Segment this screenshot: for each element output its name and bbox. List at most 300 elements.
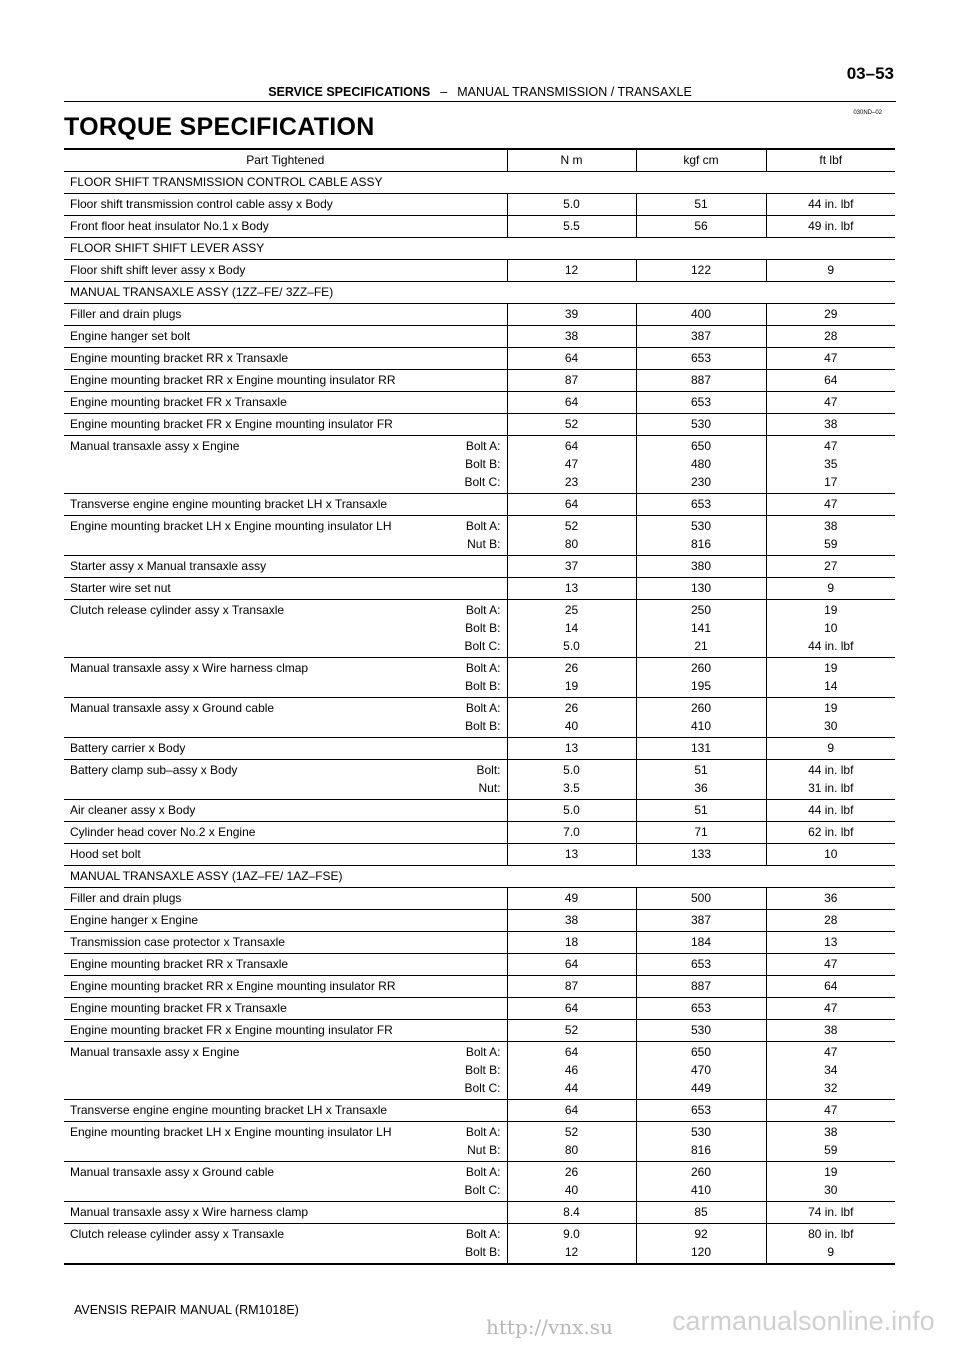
part-name: Manual transaxle assy x Wire harness clmap	[70, 661, 309, 675]
nm-value-cell	[507, 436, 636, 494]
ftlbf-value: 47	[824, 351, 838, 365]
header-subject: MANUAL TRANSMISSION / TRANSAXLE	[457, 85, 692, 99]
ftlbf-value: 34	[824, 1063, 838, 1077]
ftlbf-value-cell	[766, 1162, 895, 1202]
col-header-part: Part Tightened	[64, 149, 507, 172]
footer-manual-name: AVENSIS REPAIR MANUAL (RM1018E)	[74, 1303, 299, 1317]
part-cell	[64, 1122, 507, 1162]
kgf-value: 400	[690, 307, 712, 321]
nm-value: 52	[564, 1023, 579, 1037]
col-header-kgf: kgf cm	[636, 149, 766, 172]
nm-value: 47	[564, 457, 579, 471]
kgf-value-cell	[636, 304, 766, 326]
table-row	[64, 954, 895, 976]
nm-value: 7.0	[563, 825, 580, 839]
kgf-value: 650	[690, 439, 712, 453]
nm-value: 13	[564, 741, 579, 755]
ftlbf-value-cell	[766, 698, 895, 738]
nm-value: 49	[564, 891, 579, 905]
nm-value-cell	[507, 888, 636, 910]
ftlbf-value-cell	[766, 1020, 895, 1042]
part-cell	[64, 1100, 507, 1122]
kgf-value: 130	[690, 581, 712, 595]
part-name: Starter assy x Manual transaxle assy	[70, 559, 267, 573]
nm-value-cell	[507, 370, 636, 392]
group-heading: FLOOR SHIFT SHIFT LEVER ASSY	[64, 238, 895, 260]
fastener-label: Bolt A:	[465, 439, 501, 453]
kgf-value-cell	[636, 1042, 766, 1100]
ftlbf-value-cell	[766, 348, 895, 370]
kgf-value-cell	[636, 1162, 766, 1202]
part-cell	[64, 800, 507, 822]
ftlbf-value-cell	[766, 260, 895, 282]
fastener-labels	[464, 437, 500, 491]
ftlbf-value: 14	[824, 679, 838, 693]
ftlbf-value: 44 in. lbf	[808, 763, 854, 777]
part-cell	[64, 436, 507, 494]
nm-value: 64	[564, 1001, 579, 1015]
nm-value-cell	[507, 658, 636, 698]
ftlbf-value-cell	[766, 556, 895, 578]
kgf-value: 500	[690, 891, 712, 905]
kgf-value-cell	[636, 738, 766, 760]
ftlbf-value: 13	[824, 935, 838, 949]
kgf-value: 51	[694, 197, 708, 211]
kgf-value-cell	[636, 436, 766, 494]
kgf-value: 71	[694, 825, 708, 839]
nm-value: 64	[564, 439, 579, 453]
nm-value: 5.5	[563, 219, 580, 233]
kgf-value: 653	[690, 351, 712, 365]
table-row	[64, 436, 895, 494]
nm-value: 8.4	[563, 1205, 580, 1219]
kgf-value-cell	[636, 910, 766, 932]
running-header	[64, 85, 896, 102]
nm-value-cell	[507, 326, 636, 348]
ftlbf-value-cell	[766, 216, 895, 238]
fastener-label: Bolt A:	[465, 1165, 501, 1179]
kgf-value: 92	[694, 1227, 708, 1241]
kgf-value: 449	[690, 1081, 712, 1095]
ftlbf-value: 9	[827, 263, 835, 277]
nm-value: 5.0	[563, 763, 580, 777]
nm-value: 13	[564, 847, 579, 861]
kgf-value-cell	[636, 326, 766, 348]
fastener-label: Bolt B:	[465, 1063, 501, 1077]
ftlbf-value-cell	[766, 932, 895, 954]
table-row	[64, 348, 895, 370]
ftlbf-value: 47	[824, 439, 838, 453]
nm-value: 87	[564, 979, 579, 993]
kgf-value: 410	[690, 1183, 712, 1197]
part-name: Manual transaxle assy x Wire harness clamp	[70, 1205, 309, 1219]
table-row	[64, 600, 895, 658]
kgf-value-cell	[636, 760, 766, 800]
ftlbf-value: 9	[827, 741, 835, 755]
nm-value: 13	[564, 581, 579, 595]
nm-value: 64	[564, 1045, 579, 1059]
nm-value: 5.0	[563, 639, 580, 653]
ftlbf-value-cell	[766, 844, 895, 866]
kgf-value: 530	[690, 1023, 712, 1037]
kgf-value-cell	[636, 494, 766, 516]
fastener-label: Bolt C:	[464, 639, 501, 653]
table-row	[64, 216, 895, 238]
nm-value: 80	[564, 1143, 579, 1157]
ftlbf-value: 19	[824, 603, 838, 617]
table-row	[64, 888, 895, 910]
nm-value: 44	[564, 1081, 579, 1095]
group-heading: MANUAL TRANSAXLE ASSY (1ZZ–FE/ 3ZZ–FE)	[64, 282, 895, 304]
fastener-label: Bolt B:	[465, 679, 501, 693]
part-name: Clutch release cylinder assy x Transaxle	[70, 1227, 285, 1241]
ftlbf-value-cell	[766, 1202, 895, 1224]
ftlbf-value: 35	[824, 457, 838, 471]
ftlbf-value: 47	[824, 1103, 838, 1117]
part-cell	[64, 888, 507, 910]
table-row	[64, 556, 895, 578]
ftlbf-value-cell	[766, 392, 895, 414]
kgf-value: 250	[690, 603, 712, 617]
ftlbf-value-cell	[766, 1042, 895, 1100]
kgf-value: 141	[690, 621, 712, 635]
ftlbf-value-cell	[766, 998, 895, 1020]
kgf-value: 387	[690, 913, 712, 927]
ftlbf-value-cell	[766, 1100, 895, 1122]
nm-value-cell	[507, 822, 636, 844]
nm-value: 9.0	[563, 1227, 580, 1241]
nm-value-cell	[507, 556, 636, 578]
fastener-labels	[465, 699, 500, 735]
kgf-value: 260	[690, 701, 712, 715]
kgf-value-cell	[636, 556, 766, 578]
table-row	[64, 494, 895, 516]
kgf-value: 887	[690, 373, 712, 387]
nm-value-cell	[507, 260, 636, 282]
part-cell	[64, 194, 507, 216]
ftlbf-value: 38	[824, 1125, 838, 1139]
kgf-value: 230	[690, 475, 712, 489]
part-cell	[64, 260, 507, 282]
nm-value: 5.0	[563, 803, 580, 817]
nm-value: 12	[564, 263, 579, 277]
fastener-label: Bolt A:	[465, 701, 501, 715]
kgf-value: 530	[690, 417, 712, 431]
table-row	[64, 1020, 895, 1042]
part-cell	[64, 932, 507, 954]
nm-value: 26	[564, 661, 579, 675]
nm-value-cell	[507, 392, 636, 414]
kgf-value-cell	[636, 1202, 766, 1224]
part-name: Floor shift shift lever assy x Body	[70, 263, 246, 277]
table-row	[64, 516, 895, 556]
ftlbf-value: 36	[824, 891, 838, 905]
nm-value: 64	[564, 395, 579, 409]
kgf-value-cell	[636, 822, 766, 844]
nm-value-cell	[507, 494, 636, 516]
part-cell	[64, 326, 507, 348]
part-cell	[64, 658, 507, 698]
table-row	[64, 260, 895, 282]
kgf-value-cell	[636, 578, 766, 600]
kgf-value: 480	[690, 457, 712, 471]
fastener-labels	[464, 1163, 500, 1199]
kgf-value: 131	[690, 741, 712, 755]
fastener-labels	[464, 1043, 500, 1097]
part-cell	[64, 1224, 507, 1265]
nm-value-cell	[507, 998, 636, 1020]
group-heading: FLOOR SHIFT TRANSMISSION CONTROL CABLE ASSY	[64, 172, 895, 194]
kgf-value-cell	[636, 600, 766, 658]
part-name: Engine hanger x Engine	[70, 913, 199, 927]
part-name: Air cleaner assy x Body	[70, 803, 196, 817]
table-row	[64, 844, 895, 866]
fastener-label: Bolt A:	[465, 1125, 501, 1139]
fastener-label: Bolt:	[476, 763, 501, 777]
kgf-value-cell	[636, 260, 766, 282]
nm-value: 38	[564, 329, 579, 343]
fastener-label: Bolt B:	[465, 457, 501, 471]
nm-value: 18	[564, 935, 579, 949]
ftlbf-value: 80 in. lbf	[808, 1227, 854, 1241]
part-name: Engine mounting bracket RR x Transaxle	[70, 957, 289, 971]
kgf-value: 816	[690, 1143, 712, 1157]
kgf-value: 51	[694, 763, 708, 777]
ftlbf-value-cell	[766, 976, 895, 998]
part-name: Engine mounting bracket FR x Engine mounting insulator FR	[70, 417, 393, 431]
nm-value: 52	[564, 1125, 579, 1139]
nm-value: 52	[564, 519, 579, 533]
ftlbf-value: 62 in. lbf	[808, 825, 854, 839]
part-cell	[64, 738, 507, 760]
kgf-value: 653	[690, 395, 712, 409]
nm-value-cell	[507, 738, 636, 760]
fastener-labels	[466, 517, 501, 553]
part-name: Filler and drain plugs	[70, 307, 182, 321]
kgf-value: 122	[690, 263, 712, 277]
kgf-value: 21	[694, 639, 708, 653]
part-name: Battery clamp sub–assy x Body	[70, 763, 238, 777]
kgf-value: 470	[690, 1063, 712, 1077]
part-cell	[64, 494, 507, 516]
ftlbf-value: 10	[824, 621, 838, 635]
ftlbf-value-cell	[766, 1224, 895, 1265]
fastener-labels	[476, 761, 500, 797]
figure-code: 030ND–02	[853, 110, 882, 116]
ftlbf-value: 38	[824, 519, 838, 533]
ftlbf-value: 27	[824, 559, 838, 573]
page-title: TORQUE SPECIFICATION	[64, 113, 375, 141]
part-name: Transverse engine engine mounting bracket LH x Transaxle	[70, 497, 388, 511]
ftlbf-value-cell	[766, 822, 895, 844]
ftlbf-value-cell	[766, 738, 895, 760]
nm-value: 19	[564, 679, 579, 693]
nm-value-cell	[507, 760, 636, 800]
fastener-labels	[465, 1225, 500, 1261]
table-row	[64, 822, 895, 844]
part-name: Filler and drain plugs	[70, 891, 182, 905]
ftlbf-value: 38	[824, 1023, 838, 1037]
nm-value: 40	[564, 719, 579, 733]
nm-value: 3.5	[563, 781, 580, 795]
ftlbf-value-cell	[766, 516, 895, 556]
nm-value-cell	[507, 1162, 636, 1202]
nm-value: 26	[564, 1165, 579, 1179]
nm-value: 26	[564, 701, 579, 715]
table-row	[64, 1100, 895, 1122]
nm-value: 23	[564, 475, 579, 489]
ftlbf-value-cell	[766, 194, 895, 216]
kgf-value: 530	[690, 519, 712, 533]
nm-value-cell	[507, 910, 636, 932]
nm-value: 64	[564, 957, 579, 971]
kgf-value-cell	[636, 976, 766, 998]
table-row	[64, 370, 895, 392]
nm-value-cell	[507, 976, 636, 998]
table-row	[64, 1162, 895, 1202]
ftlbf-value: 64	[824, 373, 838, 387]
ftlbf-value-cell	[766, 494, 895, 516]
part-cell	[64, 1162, 507, 1202]
kgf-value: 260	[690, 1165, 712, 1179]
header-separator: –	[440, 85, 448, 99]
header-section: SERVICE SPECIFICATIONS	[268, 85, 431, 99]
kgf-value-cell	[636, 658, 766, 698]
fastener-label: Nut B:	[467, 537, 501, 551]
group-heading-row	[64, 238, 895, 260]
nm-value: 25	[564, 603, 579, 617]
fastener-label: Bolt A:	[465, 661, 501, 675]
part-name: Engine mounting bracket RR x Transaxle	[70, 351, 289, 365]
ftlbf-value: 44 in. lbf	[808, 639, 854, 653]
nm-value-cell	[507, 600, 636, 658]
kgf-value-cell	[636, 800, 766, 822]
kgf-value: 410	[690, 719, 712, 733]
ftlbf-value: 30	[824, 719, 838, 733]
kgf-value: 887	[690, 979, 712, 993]
kgf-value: 530	[690, 1125, 712, 1139]
ftlbf-value: 29	[824, 307, 838, 321]
ftlbf-value: 9	[827, 581, 835, 595]
kgf-value-cell	[636, 954, 766, 976]
kgf-value: 51	[694, 803, 708, 817]
kgf-value: 650	[690, 1045, 712, 1059]
watermark-left: http://vnx.su	[486, 1315, 613, 1339]
kgf-value-cell	[636, 392, 766, 414]
kgf-value-cell	[636, 194, 766, 216]
ftlbf-value: 47	[824, 1045, 838, 1059]
kgf-value-cell	[636, 348, 766, 370]
col-header-nm: N m	[507, 149, 636, 172]
nm-value: 64	[564, 497, 579, 511]
nm-value-cell	[507, 932, 636, 954]
fastener-labels	[466, 1123, 501, 1159]
kgf-value-cell	[636, 932, 766, 954]
table-row	[64, 578, 895, 600]
part-name: Transmission case protector x Transaxle	[70, 935, 285, 949]
ftlbf-value: 19	[824, 1165, 838, 1179]
nm-value: 64	[564, 1103, 579, 1117]
part-cell	[64, 556, 507, 578]
part-cell	[64, 998, 507, 1020]
nm-value-cell	[507, 1202, 636, 1224]
ftlbf-value-cell	[766, 910, 895, 932]
part-cell	[64, 1020, 507, 1042]
part-name: Manual transaxle assy x Engine	[70, 439, 240, 453]
nm-value-cell	[507, 516, 636, 556]
table-row	[64, 910, 895, 932]
ftlbf-value-cell	[766, 600, 895, 658]
fastener-label: Nut B:	[467, 1143, 501, 1157]
table-row	[64, 976, 895, 998]
fastener-label: Bolt B:	[465, 621, 501, 635]
fastener-label: Bolt C:	[464, 1081, 501, 1095]
ftlbf-value: 64	[824, 979, 838, 993]
table-row	[64, 800, 895, 822]
watermark-right: carmanualsonline.info	[672, 1306, 935, 1336]
nm-value: 64	[564, 351, 579, 365]
ftlbf-value: 28	[824, 913, 838, 927]
nm-value-cell	[507, 844, 636, 866]
part-cell	[64, 216, 507, 238]
nm-value: 52	[564, 417, 579, 431]
ftlbf-value-cell	[766, 326, 895, 348]
fastener-label: Bolt B:	[465, 719, 501, 733]
ftlbf-value-cell	[766, 888, 895, 910]
torque-table	[64, 148, 895, 1265]
fastener-label: Nut:	[478, 781, 501, 795]
part-name: Engine mounting bracket FR x Engine mounting insulator FR	[70, 1023, 393, 1037]
part-name: Engine mounting bracket FR x Transaxle	[70, 395, 287, 409]
kgf-value-cell	[636, 1020, 766, 1042]
ftlbf-value-cell	[766, 760, 895, 800]
part-name: Engine mounting bracket RR x Engine mounting insulator RR	[70, 979, 396, 993]
nm-value-cell	[507, 1042, 636, 1100]
nm-value-cell	[507, 1100, 636, 1122]
table-row	[64, 194, 895, 216]
ftlbf-value: 38	[824, 417, 838, 431]
table-row	[64, 738, 895, 760]
kgf-value-cell	[636, 216, 766, 238]
kgf-value: 653	[690, 957, 712, 971]
part-cell	[64, 414, 507, 436]
part-name: Engine mounting bracket LH x Engine mounting insulator LH	[70, 519, 392, 533]
kgf-value: 120	[690, 1245, 712, 1259]
ftlbf-value-cell	[766, 578, 895, 600]
nm-value: 37	[564, 559, 579, 573]
kgf-value-cell	[636, 698, 766, 738]
ftlbf-value: 19	[824, 661, 838, 675]
kgf-value: 36	[694, 781, 708, 795]
part-name: Manual transaxle assy x Ground cable	[70, 701, 275, 715]
kgf-value: 133	[690, 847, 712, 861]
nm-value-cell	[507, 414, 636, 436]
kgf-value: 195	[690, 679, 712, 693]
part-cell	[64, 600, 507, 658]
nm-value-cell	[507, 800, 636, 822]
ftlbf-value-cell	[766, 370, 895, 392]
kgf-value: 653	[690, 1001, 712, 1015]
ftlbf-value: 17	[824, 475, 838, 489]
part-cell	[64, 392, 507, 414]
ftlbf-value: 49 in. lbf	[808, 219, 854, 233]
fastener-label: Bolt C:	[464, 1183, 501, 1197]
table-row	[64, 392, 895, 414]
nm-value-cell	[507, 954, 636, 976]
part-cell	[64, 578, 507, 600]
table-row	[64, 932, 895, 954]
ftlbf-value: 30	[824, 1183, 838, 1197]
